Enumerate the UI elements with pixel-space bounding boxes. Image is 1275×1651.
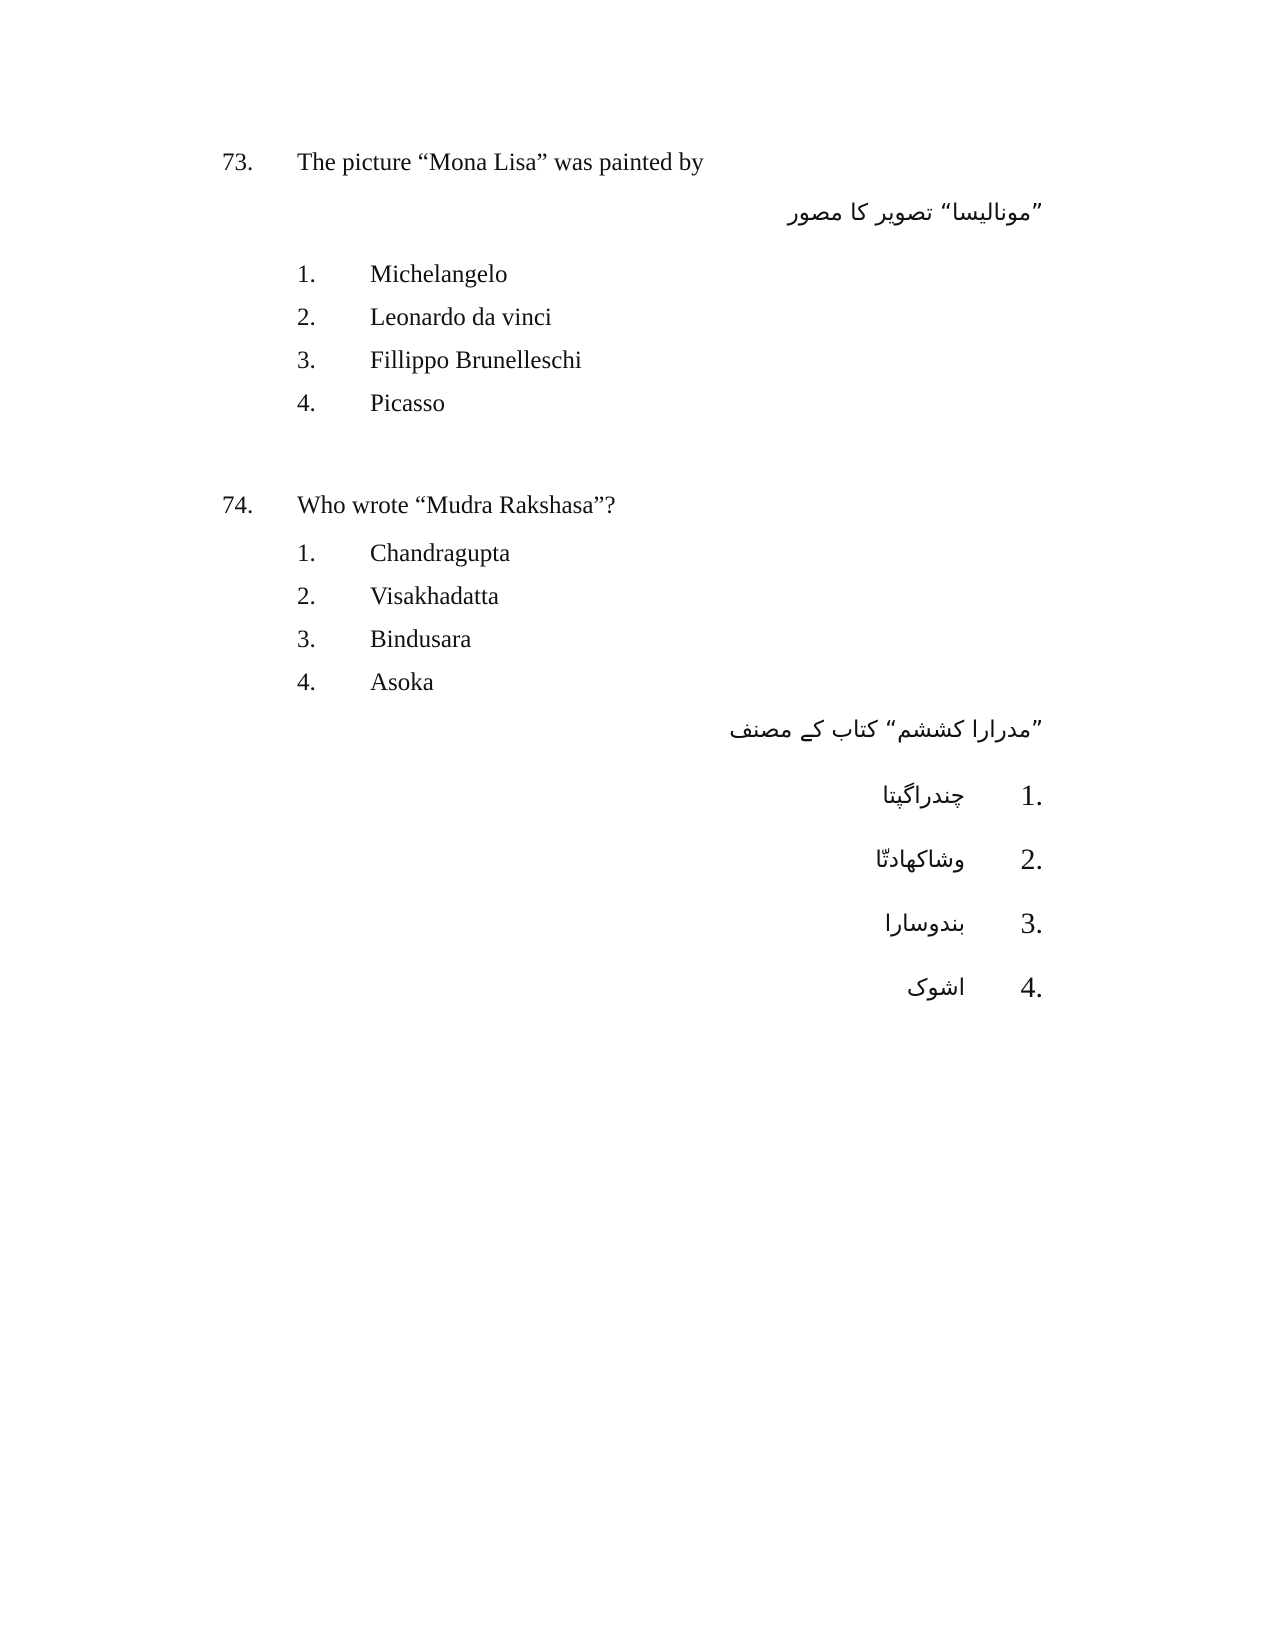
q74-option-4-text: Asoka	[370, 669, 434, 696]
q74-option-4-number: 4.	[297, 669, 316, 696]
q74-urdu-option-2-text: وشاکھادتّا	[875, 847, 965, 873]
q74-urdu-option-1-text: چندراگپتا	[882, 783, 965, 809]
question-73-urdu-text: ”مونالیسا“ تصویر کا مصور	[787, 200, 1043, 226]
question-74-text: Who wrote “Mudra Rakshasa”?	[297, 492, 616, 519]
q74-option-1-number: 1.	[297, 540, 316, 567]
question-73-text: The picture “Mona Lisa” was painted by	[297, 149, 704, 176]
q73-option-3-text: Fillippo Brunelleschi	[370, 347, 582, 374]
q74-option-3-text: Bindusara	[370, 626, 472, 653]
q73-option-2-text: Leonardo da vinci	[370, 304, 552, 331]
q74-urdu-option-2-number: 2.	[1020, 843, 1043, 876]
q74-option-3-number: 3.	[297, 626, 316, 653]
q73-option-2-number: 2.	[297, 304, 316, 331]
q74-option-2-number: 2.	[297, 583, 316, 610]
question-73-number: 73.	[222, 149, 254, 176]
q74-urdu-option-3-text: بندوسارا	[884, 911, 965, 937]
q73-option-4-text: Picasso	[370, 390, 445, 417]
q74-urdu-option-3-number: 3.	[1020, 907, 1043, 940]
question-74-urdu-text: ”مدرارا کششم“ کتاب کے مصنف	[729, 717, 1043, 743]
q74-urdu-option-1-number: 1.	[1020, 779, 1043, 812]
q74-urdu-option-4-number: 4.	[1020, 971, 1043, 1004]
q73-option-1-number: 1.	[297, 261, 316, 288]
q73-option-1-text: Michelangelo	[370, 261, 508, 288]
question-74-number: 74.	[222, 492, 254, 519]
q74-urdu-option-4-text: اشوک	[906, 975, 965, 1001]
q74-option-1-text: Chandragupta	[370, 540, 511, 567]
q74-option-2-text: Visakhadatta	[370, 583, 500, 610]
q73-option-4-number: 4.	[297, 390, 316, 417]
q73-option-3-number: 3.	[297, 347, 316, 374]
